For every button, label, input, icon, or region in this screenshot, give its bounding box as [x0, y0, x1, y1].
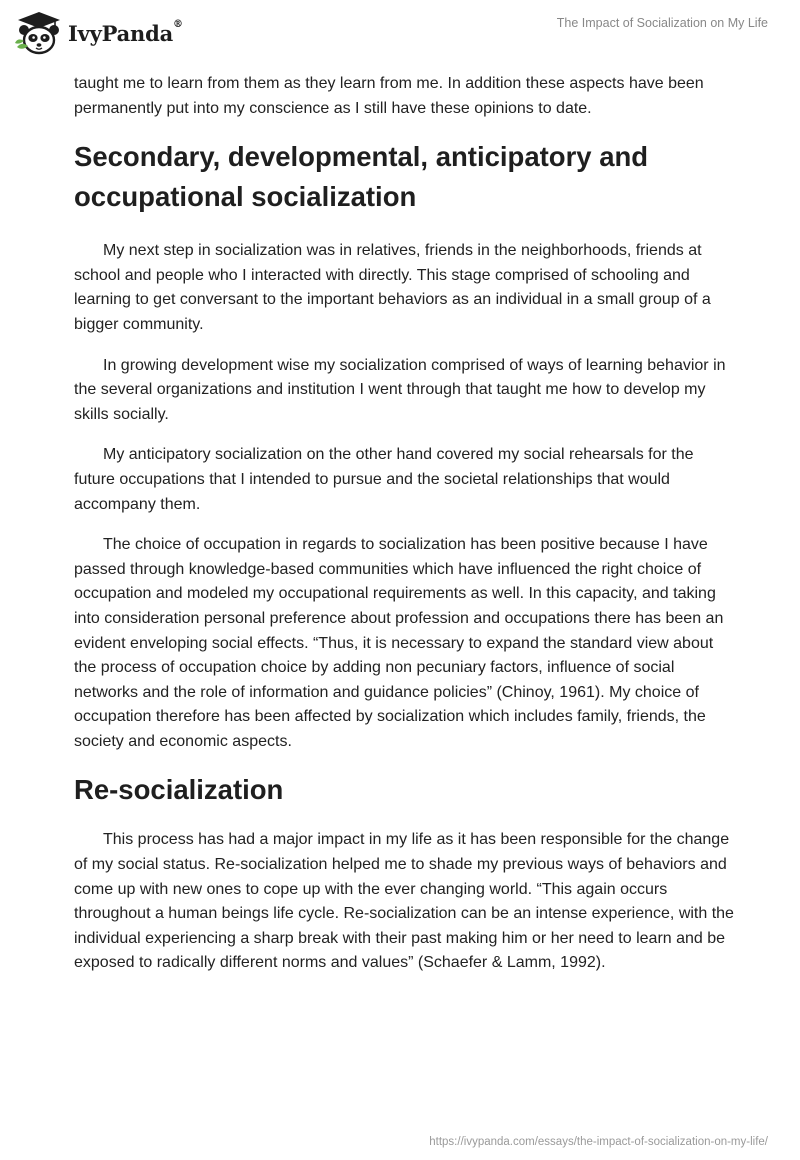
panda-graduate-icon [14, 10, 64, 56]
paragraph: My anticipatory socialization on the other hand covered my social rehearsals for the future occupations that I intended to pursue and the societal relationships that would accompany them. [74, 446, 694, 513]
paragraph: This process has had a major impact in my life as it has been responsible for the change of my social status. Re-socialization helped me to shade my previous ways of behaviors and come up with new ones to cope up with the ever changing world. “This again occurs throughout a human beings life cycle. Re-socialization can be an intense experience, with the individual experiencing a sharp break with their past making him or her need to learn and be exposed to radically different norms and values” (Schaefer & Lamm, 1992). [74, 831, 734, 972]
paragraph: The choice of occupation in regards to socialization has been positive because I have passed through knowledge-based communities which have influenced the right choice of occupation and modeled my occupational requirements as well. In this capacity, and taking into consideration personal preference about profession and occupations there has been an evident enveloping social effects. “Thus, it is necessary to expand the standard view about the process of occupation choice by adding non pecuniary factors, influence of social networks and the role of information and guidance policies” (Chinoy, 1961). My choice of occupation therefore has been affected by socialization which includes family, friends, the society and economic aspects. [74, 536, 724, 750]
intro-paragraph: taught me to learn from them as they learn from me. In addition these aspects have been permanently put into my conscience as I still have these opinions to date. [74, 75, 704, 117]
section-heading-secondary-socialization: Secondary, developmental, anticipatory and occupational socialization [74, 141, 649, 213]
section-heading-re-socialization: Re-socialization [74, 774, 284, 806]
paragraph: In growing development wise my socialization comprised of ways of learning behavior in the several organizations and institution I went through that taught me how to develop my skills socially. [74, 356, 726, 423]
brand-name: IvyPanda® [68, 18, 183, 46]
source-url[interactable]: https://ivypanda.com/essays/the-impact-of-socialization-on-my-life/ [429, 1136, 768, 1148]
paragraph: My next step in socialization was in relatives, friends in the neighborhoods, friends at school and people who I interacted with directly. This stage comprised of schooling and learning to get conversant to the important behaviors as an individual in a small group of a bigger community. [74, 242, 711, 333]
ivypanda-logo[interactable] [14, 10, 183, 56]
page-header [0, 0, 800, 70]
essay-content [74, 72, 734, 992]
document-title: The Impact of Socialization on My Life [556, 16, 768, 30]
